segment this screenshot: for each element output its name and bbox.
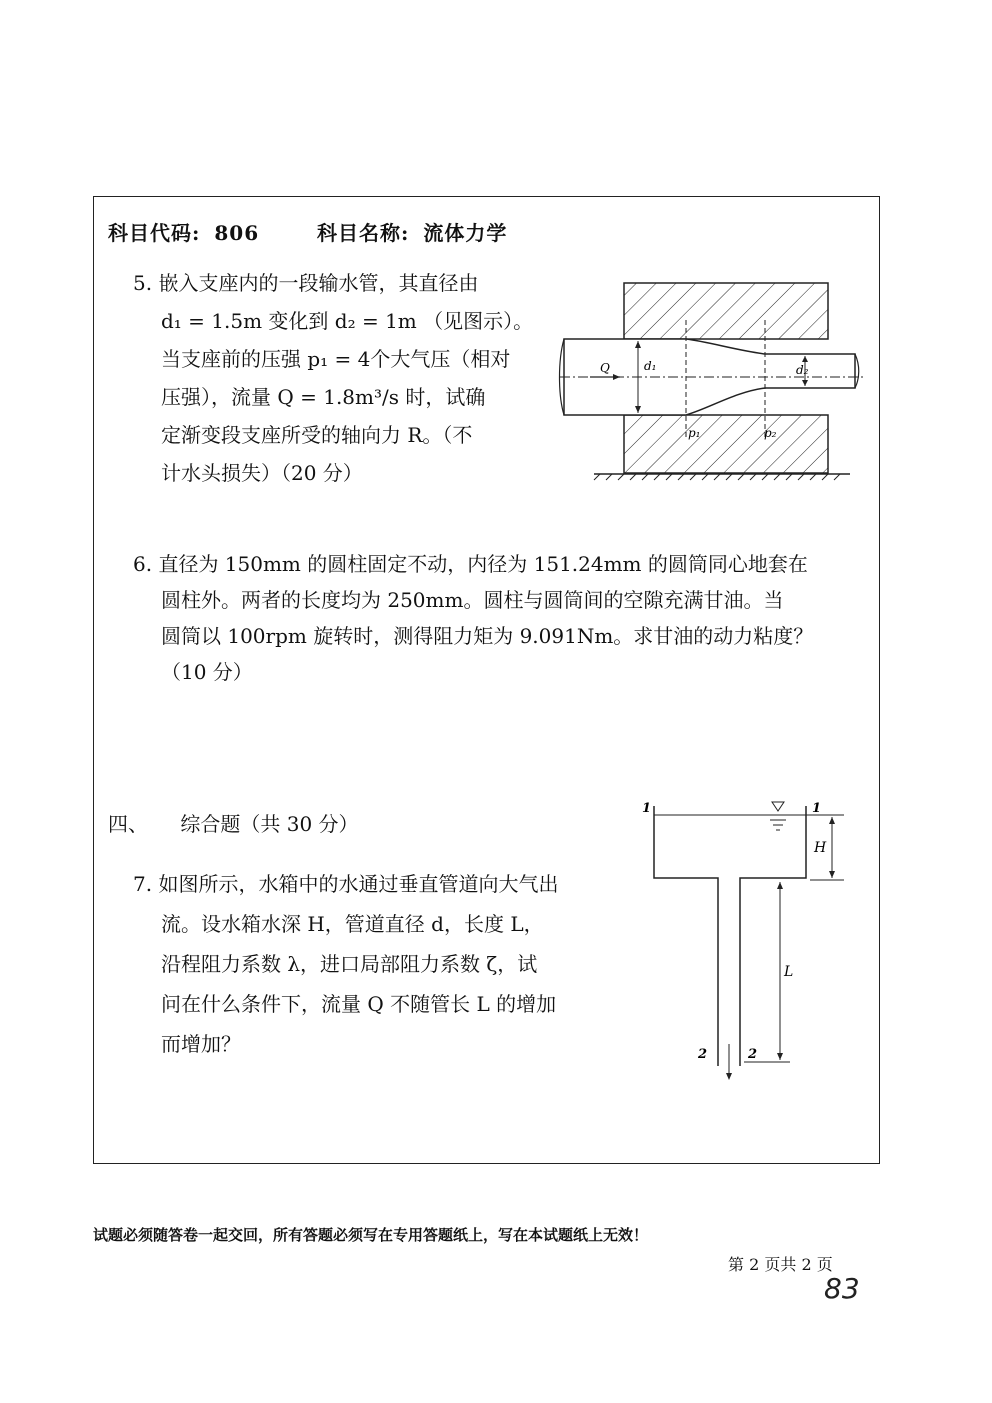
- q5-line: 压强），流量 Q = 1.8m³/s 时，试确: [161, 385, 486, 409]
- section-number: 四、: [108, 812, 148, 836]
- footer-note: 试题必须随答卷一起交回，所有答题必须写在专用答题纸上，写在本试题纸上无效！: [93, 1226, 649, 1244]
- subject-code-label: 科目代码:: [108, 221, 201, 245]
- question-6: [133, 546, 873, 690]
- tank-pipe-figure: [640, 796, 850, 1086]
- label-d2: d₂: [796, 363, 809, 377]
- question-7: [133, 864, 623, 1064]
- q7-line: 流。设水箱水深 H，管道直径 d，长度 L，: [161, 912, 544, 936]
- q5-line: 计水头损失）（20 分）: [161, 461, 363, 485]
- q7-line: 沿程阻力系数 λ，进口局部阻力系数 ζ，试: [161, 952, 538, 976]
- section-title: 综合题（共 30 分）: [180, 812, 359, 836]
- page-number: 第 2 页共 2 页: [728, 1255, 833, 1274]
- q6-line: （10 分）: [161, 660, 253, 684]
- pipe-support-figure: [560, 280, 870, 490]
- label-d1: d₁: [644, 359, 657, 373]
- subject-name-value: 流体力学: [423, 221, 508, 245]
- label-1-right: 1: [812, 801, 822, 816]
- exam-header: [108, 217, 507, 246]
- subject-name-label: 科目名称:: [317, 221, 410, 245]
- q5-line: 5. 嵌入支座内的一段输水管，其直径由: [133, 271, 479, 295]
- q5-line: d₁ = 1.5m 变化到 d₂ = 1m （见图示）。: [161, 309, 534, 333]
- support-block-top: [624, 283, 828, 339]
- label-h: H: [814, 840, 827, 856]
- support-block-bottom: [624, 415, 828, 473]
- label-1-left: 1: [642, 801, 652, 816]
- label-q: Q: [600, 361, 610, 375]
- section-4-heading: [108, 808, 359, 837]
- label-2-left: 2: [698, 1047, 708, 1062]
- label-p2: p₂: [764, 426, 777, 440]
- subject-code-value: 806: [214, 221, 260, 245]
- label-2-right: 2: [748, 1047, 758, 1062]
- label-p1: p₁: [688, 426, 701, 440]
- q5-line: 定渐变段支座所受的轴向力 R。（不: [161, 423, 473, 447]
- q7-line: 而增加？: [161, 1032, 241, 1056]
- question-5: [133, 264, 538, 492]
- label-l: L: [784, 964, 794, 980]
- q7-line: 问在什么条件下，流量 Q 不随管长 L 的增加: [161, 992, 557, 1016]
- q7-line: 7. 如图所示，水箱中的水通过垂直管道向大气出: [133, 872, 559, 896]
- q5-line: 当支座前的压强 p₁ = 4个大气压（相对: [161, 347, 511, 371]
- q6-line: 圆筒以 100rpm 旋转时，测得阻力矩为 9.091Nm。求甘油的动力粘度？: [161, 624, 814, 648]
- q6-line: 6. 直径为 150mm 的圆柱固定不动，内径为 151.24mm 的圆筒同心地套在: [133, 552, 808, 576]
- q6-line: 圆柱外。两者的长度均为 250mm。圆柱与圆筒间的空隙充满甘油。当: [161, 588, 784, 612]
- handwritten-number: 83: [824, 1272, 860, 1305]
